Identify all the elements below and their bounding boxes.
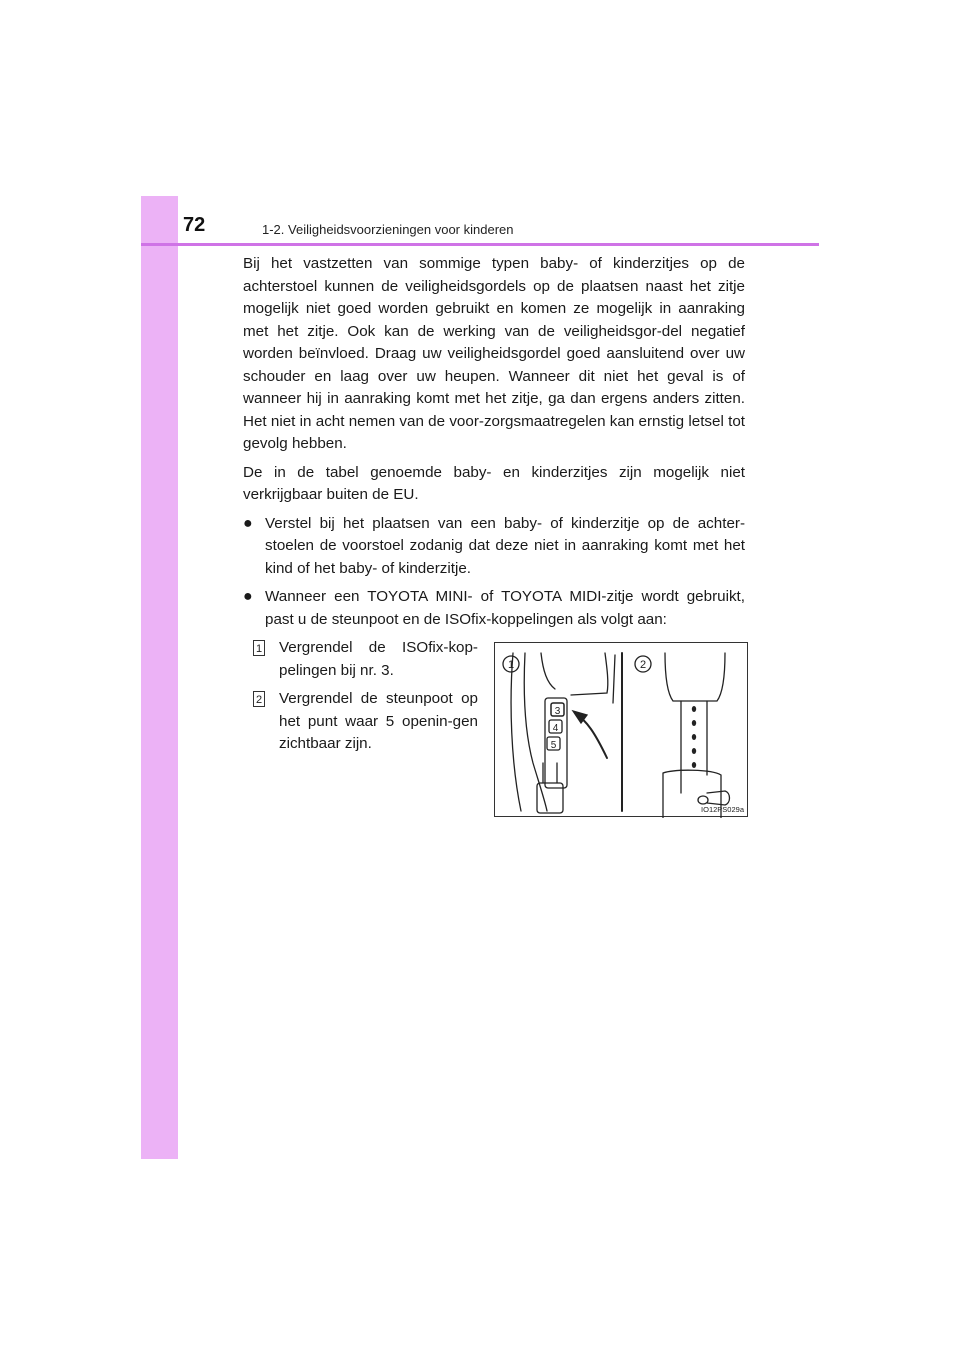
step-number: 1 — [253, 640, 265, 656]
panel-label-2: 2 — [639, 659, 647, 671]
bullet-icon: ● — [243, 588, 253, 605]
position-label-5: 5 — [550, 740, 557, 751]
paragraph-availability: De in de tabel genoemde baby- en kinderzitjes zijn mogelijk niet verkrijgbaar buiten de EU. — [243, 463, 745, 503]
seat-contour — [541, 653, 555, 689]
paragraph-warning: Bij het vastzetten van sommige typen baby- of kinderzitjes op de achterstoel kunnen de veiligheidsgordels op de plaatsen naast het zitje mogelijk niet goed worden gebruikt en komen ze mogelijk in aanraking met het zitje. Ook kan de werking van de veiligheidsgor-del negatief worden beïnvloed. Draag uw veiligheidsgordel goed aansluitend over uw schouder en laag over uw heupen. Wanneer dit niet het geval is of wanneer hij in aanraking komt met het zitje, ga dan ergens anders zitten. Het niet in acht nemen van de voor-zorgsmaatregelen kan ernstig letsel tot gevolg hebben. — [243, 255, 745, 452]
bullet-text: Wanneer een TOYOTA MINI- of TOYOTA MIDI-zitje wordt gebruikt, past u de steunpoot en de ISOfix-koppelingen als volgt aan: — [265, 588, 745, 628]
panel-label-1: 1 — [507, 659, 515, 671]
position-label-3: 3 — [554, 706, 561, 717]
illustration-drawing — [495, 643, 749, 818]
release-hole — [698, 796, 708, 804]
page-number: 72 — [183, 214, 206, 236]
figure-code: IO12PS029a — [701, 805, 744, 814]
leg-openings — [692, 706, 696, 768]
position-label-4: 4 — [552, 723, 559, 734]
seat-edge-inner — [524, 653, 547, 811]
isofix-illustration — [494, 642, 748, 817]
seat-side — [613, 655, 615, 703]
bullet-text: Verstel bij het plaatsen van een baby- of kinderzitje op de achter-stoelen de voorstoel zodanig dat deze niet in aanraking komt met het kind of het baby- of kinderzitje. — [265, 514, 745, 577]
leg-base — [665, 653, 725, 701]
header-rule — [141, 243, 819, 246]
seat-back — [571, 653, 608, 695]
seat-edge-left — [511, 653, 521, 811]
step-text: Vergrendel de ISOfix-kop-pelingen bij nr. 3. — [279, 639, 478, 679]
step-number: 2 — [253, 691, 265, 707]
bullet-item — [243, 586, 745, 631]
bullet-icon: ● — [243, 514, 253, 532]
bullet-item — [243, 513, 745, 581]
step-1 — [256, 637, 478, 682]
section-title: 1-2. Veiligheidsvoorzieningen voor kinderen — [262, 222, 514, 237]
sidebar-tab — [141, 196, 178, 1159]
step-2 — [256, 688, 478, 756]
step-text: Vergrendel de steunpoot op het punt waar 5 openin-gen zichtbaar zijn. — [279, 690, 478, 752]
lock-button — [707, 791, 730, 805]
